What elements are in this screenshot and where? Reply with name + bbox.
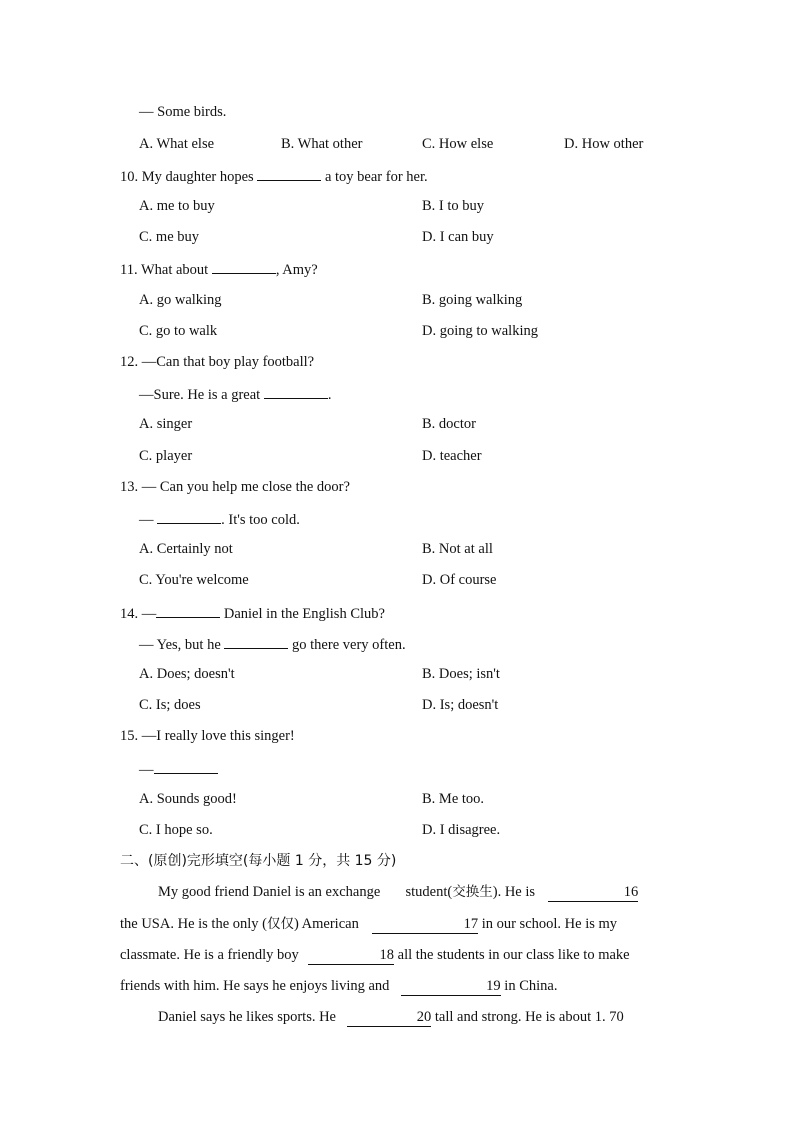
q10-stem bbox=[120, 166, 428, 186]
cloze-line-2 bbox=[120, 915, 673, 934]
q15-reply bbox=[139, 759, 218, 779]
q11-stem-pre: 11. What about bbox=[120, 262, 209, 278]
q14-reply bbox=[139, 634, 406, 654]
q13-option-c: C. You're welcome bbox=[139, 572, 249, 588]
cloze-line-4 bbox=[120, 977, 557, 996]
q9-option-d: D. How other bbox=[564, 136, 644, 152]
q14-stem-pre: 14. — bbox=[120, 606, 157, 622]
q9-option-c: C. How else bbox=[422, 136, 494, 152]
q13-stem: 13. — Can you help me close the door? bbox=[120, 479, 350, 495]
q13-reply-post: . It's too cold. bbox=[221, 512, 300, 528]
q10-option-d: D. I can buy bbox=[422, 229, 494, 245]
cloze-line-5 bbox=[158, 1008, 674, 1027]
q14-option-c: C. Is; does bbox=[139, 697, 201, 713]
cloze-chinese-note: 仅仅 bbox=[267, 916, 294, 932]
q12-option-d: D. teacher bbox=[422, 448, 482, 464]
cloze-text: tall and strong. He is about 1. 70 bbox=[434, 1009, 624, 1025]
q10-option-b: B. I to buy bbox=[422, 198, 485, 214]
cloze-text: in our school. He is my bbox=[481, 916, 618, 932]
q9-option-b: B. What other bbox=[281, 136, 363, 152]
q15-option-b: B. Me too. bbox=[422, 791, 485, 807]
q10-answer-blank[interactable] bbox=[257, 166, 321, 181]
cloze-blank-16[interactable]: 16 bbox=[548, 883, 638, 902]
q14-reply-pre: — Yes, but he bbox=[139, 637, 221, 653]
q10-option-a: A. me to buy bbox=[139, 198, 215, 214]
q9-answer-line: — Some birds. bbox=[139, 104, 227, 120]
q15-option-a: A. Sounds good! bbox=[139, 791, 237, 807]
cloze-text: My good friend Daniel is an exchange bbox=[158, 884, 381, 900]
cloze-text: classmate. He is a friendly boy bbox=[120, 947, 299, 963]
q10-option-c: C. me buy bbox=[139, 229, 200, 245]
section-heading: 二、(原创)完形填空(每小题 1 分，共 15 分) bbox=[120, 853, 397, 869]
q9-option-a: A. What else bbox=[139, 136, 215, 152]
cloze-text: in China. bbox=[504, 978, 558, 994]
cloze-chinese-note: 交换生 bbox=[452, 884, 493, 900]
q12-option-c: C. player bbox=[139, 448, 193, 464]
q11-option-d: D. going to walking bbox=[422, 323, 538, 339]
q12-option-a: A. singer bbox=[139, 416, 193, 432]
q12-reply bbox=[139, 384, 331, 404]
cloze-line-1 bbox=[158, 883, 674, 902]
q11-stem bbox=[120, 259, 318, 279]
cloze-blank-19[interactable]: 19 bbox=[401, 977, 501, 996]
q14-option-d: D. Is; doesn't bbox=[422, 697, 499, 713]
cloze-blank-18[interactable]: 18 bbox=[308, 946, 394, 965]
cloze-text: Daniel says he likes sports. He bbox=[158, 1009, 336, 1025]
q12-answer-blank[interactable] bbox=[264, 384, 328, 399]
q13-option-d: D. Of course bbox=[422, 572, 497, 588]
cloze-text: student( bbox=[405, 884, 453, 900]
q11-stem-post: , Amy? bbox=[275, 262, 318, 278]
cloze-text: the USA. He is the only ( bbox=[120, 916, 267, 932]
q13-option-a: A. Certainly not bbox=[139, 541, 233, 557]
q11-option-b: B. going walking bbox=[422, 292, 523, 308]
q10-stem-pre: 10. My daughter hopes bbox=[120, 169, 254, 185]
q11-option-c: C. go to walk bbox=[139, 323, 218, 339]
q14-option-a: A. Does; doesn't bbox=[139, 666, 235, 682]
q14-reply-post: go there very often. bbox=[292, 637, 406, 653]
cloze-line-3 bbox=[120, 946, 673, 965]
q15-option-c: C. I hope so. bbox=[139, 822, 213, 838]
q12-reply-post: . bbox=[327, 387, 332, 403]
q13-reply-pre: — bbox=[139, 512, 154, 528]
q14-stem-post: Daniel in the English Club? bbox=[223, 606, 385, 622]
q14-answer-blank-1[interactable] bbox=[156, 603, 220, 618]
q13-option-b: B. Not at all bbox=[422, 541, 493, 557]
q14-option-b: B. Does; isn't bbox=[422, 666, 500, 682]
q13-answer-blank[interactable] bbox=[157, 509, 221, 524]
cloze-text: ) American bbox=[294, 916, 359, 932]
q12-stem: 12. —Can that boy play football? bbox=[120, 354, 315, 370]
cloze-text: friends with him. He says he enjoys living and bbox=[120, 978, 390, 994]
q11-option-a: A. go walking bbox=[139, 292, 222, 308]
q15-stem: 15. —I really love this singer! bbox=[120, 728, 295, 744]
q15-option-d: D. I disagree. bbox=[422, 822, 501, 838]
q12-option-b: B. doctor bbox=[422, 416, 476, 432]
q10-stem-post: a toy bear for her. bbox=[324, 169, 428, 185]
cloze-blank-20[interactable]: 20 bbox=[347, 1008, 431, 1027]
q15-reply-pre: — bbox=[139, 762, 154, 778]
cloze-text: all the students in our class like to make bbox=[397, 947, 630, 963]
q13-reply bbox=[139, 509, 300, 529]
cloze-text: ). He is bbox=[492, 884, 536, 900]
q11-answer-blank[interactable] bbox=[212, 259, 276, 274]
q14-stem bbox=[120, 603, 385, 623]
cloze-blank-17[interactable]: 17 bbox=[372, 915, 478, 934]
q12-reply-pre: —Sure. He is a great bbox=[139, 387, 261, 403]
q15-answer-blank[interactable] bbox=[154, 759, 218, 774]
q14-answer-blank-2[interactable] bbox=[224, 634, 288, 649]
